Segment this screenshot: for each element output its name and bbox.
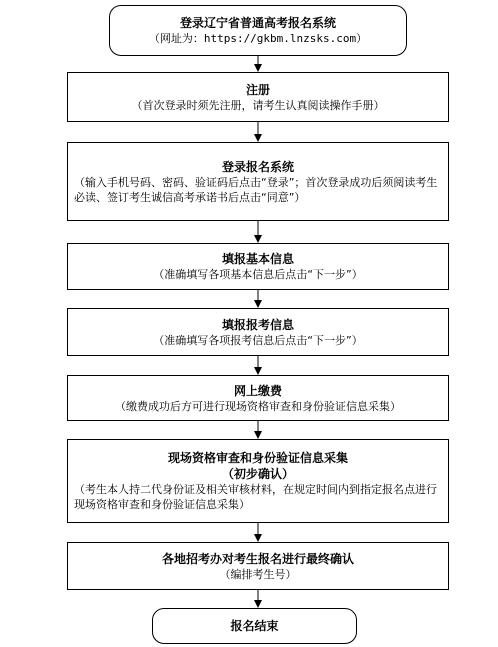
step-login-system-title: 登录辽宁省普通高考报名系统	[179, 16, 336, 30]
step-login-system-note: （网址为：https://gkbm.lnzsks.com）	[148, 32, 368, 45]
step-online-payment	[67, 375, 449, 421]
step-login-registration	[67, 142, 449, 221]
step-final-confirmation-note: （编排考生号）	[219, 567, 297, 581]
step-login-registration-title: 登录报名系统	[221, 159, 294, 174]
step-final-confirmation-title: 各地招考办对考生报名进行最终确认	[161, 551, 354, 566]
step-login-registration-note: （输入手机号码、密码、验证码后点击“登录”；首次登录成功后须阅读考生必读、签订考生诚信高考承诺书后点击“同意”）	[74, 175, 438, 204]
step-login-system	[109, 5, 407, 56]
step-application-info-title: 填报报考信息	[221, 317, 294, 332]
step-online-payment-note: （缴费成功后方可进行现场资格审查和身份验证信息采集）	[115, 399, 401, 413]
step-application-info-note: （准确填写各项报考信息后点击“下一步”）	[153, 333, 363, 347]
step-end	[152, 608, 357, 644]
step-onsite-review-title: 现场资格审查和身份验证信息采集	[167, 451, 348, 465]
step-final-confirmation	[67, 542, 449, 590]
step-application-info	[67, 308, 449, 356]
step-onsite-review-subtitle: （初步确认）	[221, 467, 294, 481]
step-register	[67, 72, 449, 122]
step-register-note: （首次登录时须先注册，请考生认真阅读操作手册）	[131, 98, 385, 112]
step-onsite-review-note: （考生本人持二代身份证及相关审核材料，在规定时间内到指定报名点进行现场资格审查和身份验证信息采集）	[74, 483, 437, 511]
step-register-title: 注册	[245, 82, 270, 97]
step-online-payment-title: 网上缴费	[233, 383, 282, 398]
step-end-title: 报名结束	[230, 619, 279, 633]
step-basic-info-title: 填报基本信息	[221, 252, 294, 266]
step-onsite-review	[67, 439, 449, 523]
step-basic-info-note: （准确填写各项基本信息后点击“下一步”）	[153, 268, 363, 281]
step-basic-info	[67, 243, 449, 290]
